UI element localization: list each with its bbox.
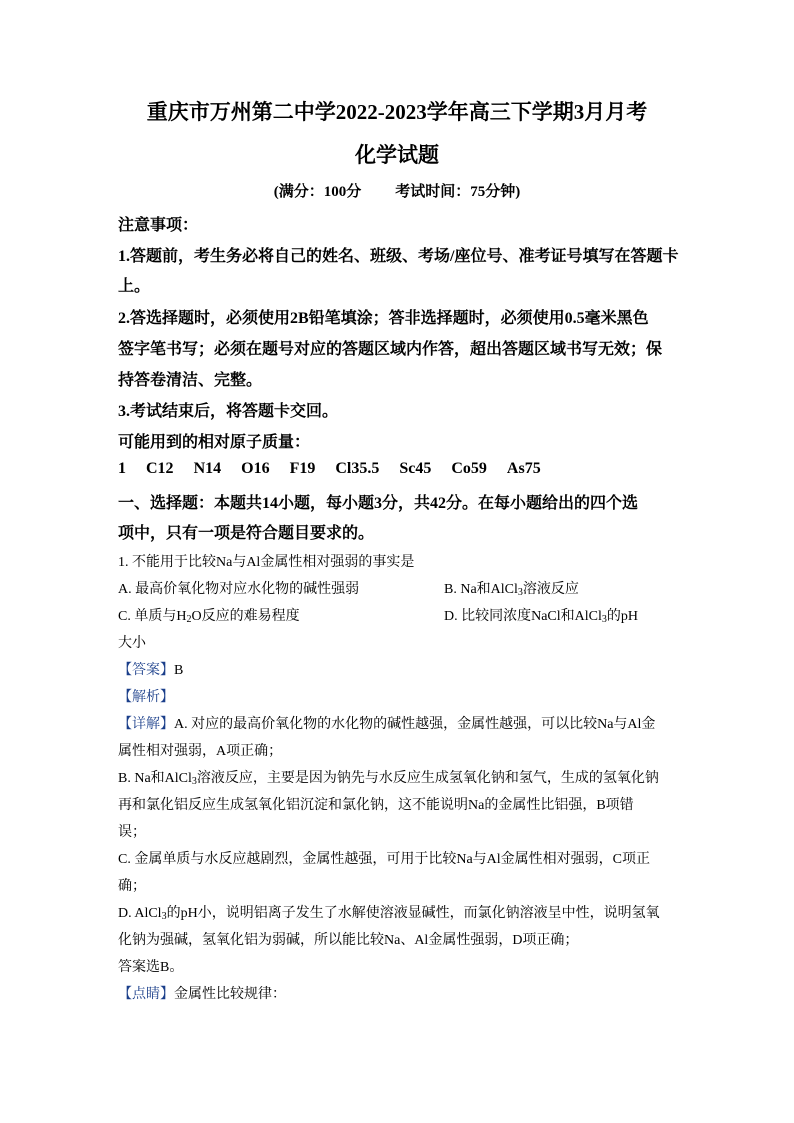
atomic-mass-item: O16: [241, 460, 270, 477]
explanation-b-text-end: 溶液反应，主要是因为钠先与水反应生成氢氧化钠和氢气，生成的氢氧化钠: [196, 771, 659, 786]
atomic-mass-item: F19: [289, 460, 316, 477]
question-1-stem: 1. 不能用于比较Na与Al金属性相对强弱的事实是: [118, 555, 415, 570]
exam-score: (满分：100分: [273, 184, 362, 200]
explanation-b-text: B. Na和AlCl: [118, 771, 192, 786]
explanation-a-line-1: [118, 713, 655, 733]
option-c-text-end: O反应的难易程度: [191, 609, 300, 624]
answer-line: [118, 659, 183, 679]
answer-value: B: [174, 663, 184, 678]
atomic-mass-item: Co59: [451, 460, 487, 477]
atomic-mass-item: Cl35.5: [335, 460, 380, 477]
explanation-d-line-1: [118, 902, 660, 922]
explanation-b-line-3: 误；: [118, 825, 146, 840]
detail-tag: 【详解】: [118, 717, 174, 732]
explanation-a-text: A. 对应的最高价氧化物的水化物的碱性越强，金属性越强，可以比较Na与Al金: [174, 717, 656, 732]
notes-heading: 注意事项：: [118, 217, 199, 234]
tip-tag: 【点睛】: [118, 987, 174, 1002]
explanation-b-line-2: 再和氯化铝反应生成氢氧化铝沉淀和氯化钠，这不能说明Na的金属性比铝强，B项错: [118, 798, 634, 813]
option-c: [118, 605, 300, 625]
exam-title: 重庆市万州第二中学2022-2023学年高三下学期3月月考: [146, 100, 648, 124]
note-2-line-2: 签字笔书写；必须在题号对应的答题区域内作答，超出答题区域书写无效；保: [118, 341, 663, 358]
explanation-c-line-2: 确；: [118, 879, 146, 894]
explanation-d-text: D. AlCl: [118, 906, 162, 921]
subscript: 3: [161, 911, 167, 922]
final-answer: 答案选B。: [118, 960, 184, 975]
answer-tag: 【答案】: [118, 663, 174, 678]
explanation-c-line-1: C. 金属单质与水反应越剧烈，金属性越强，可用于比较Na与Al金属性相对强弱，C项正: [118, 852, 650, 867]
option-c-text: C. 单质与H: [118, 609, 187, 624]
option-b-text: B. Na和AlCl: [444, 582, 518, 597]
exam-time: 考试时间：75分钟): [395, 184, 521, 200]
explanation-d-line-2: 化钠为强碱，氢氧化铝为弱碱，所以能比较Na、Al金属性强弱，D项正确；: [118, 933, 579, 948]
atomic-mass-item: C12: [146, 460, 174, 477]
subscript: 3: [601, 614, 607, 625]
atomic-mass-item: 1: [118, 460, 126, 477]
subscript: 3: [191, 776, 197, 787]
tip-text: 金属性比较规律：: [174, 987, 286, 1002]
option-d-continued: 大小: [118, 636, 146, 651]
option-d-text-end: 的pH: [606, 609, 639, 624]
atomic-mass-item: N14: [193, 460, 222, 477]
note-2-line-3: 持答卷清洁、完整。: [118, 372, 263, 389]
atomic-mass-heading: 可能用到的相对原子质量：: [118, 434, 311, 451]
explanation-b-line-1: [118, 767, 659, 787]
option-b-text-end: 溶液反应: [522, 582, 579, 597]
section-heading-line-1: 一、选择题：本题共14小题，每小题3分，共42分。在每小题给出的四个选: [118, 495, 639, 512]
explanation-a-line-2: 属性相对强弱，A项正确；: [118, 744, 283, 759]
atomic-mass-item: Sc45: [399, 460, 432, 477]
note-1-line-2: 上。: [118, 278, 151, 295]
exam-info: [0, 180, 794, 201]
explanation-d-text-end: 的pH小，说明铝离子发生了水解使溶液显碱性，而氯化钠溶液呈中性，说明氢氧: [166, 906, 660, 921]
option-a: A. 最高价氧化物对应水化物的碱性强弱: [118, 582, 360, 597]
note-1-line-1: 1.答题前，考生务必将自己的姓名、班级、考场/座位号、准考证号填写在答题卡: [118, 248, 679, 265]
note-3: 3.考试结束后，将答题卡交回。: [118, 403, 339, 420]
option-b: [444, 578, 579, 598]
note-2-line-1: 2.答选择题时，必须使用2B铅笔填涂；答非选择题时，必须使用0.5毫米黑色: [118, 310, 649, 327]
option-d-text: D. 比较同浓度NaCl和AlCl: [444, 609, 602, 624]
subscript: 3: [517, 587, 523, 598]
exam-subject: 化学试题: [355, 143, 439, 167]
tip-line: [118, 983, 286, 1003]
section-heading-line-2: 项中，只有一项是符合题目要求的。: [118, 525, 375, 542]
atomic-mass-list: [118, 460, 561, 478]
option-d: [444, 605, 638, 625]
atomic-mass-item: As75: [506, 460, 541, 477]
subscript: 2: [186, 614, 192, 625]
analysis-tag: 【解析】: [118, 690, 174, 705]
